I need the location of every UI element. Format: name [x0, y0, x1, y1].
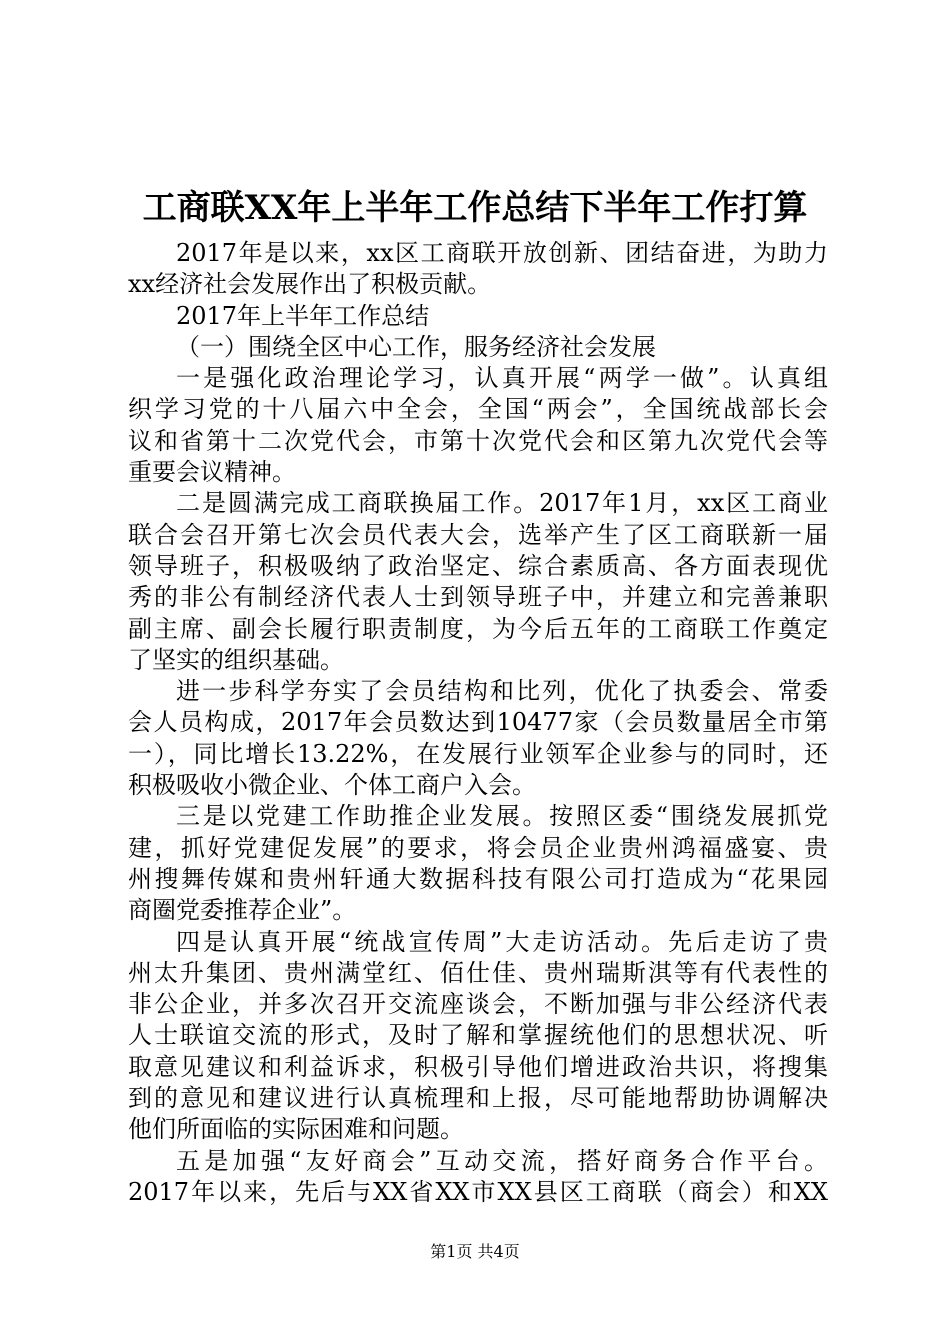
paragraph-line: 2017年上半年工作总结: [176, 301, 430, 330]
paragraph-line: （一）围绕全区中心工作，服务经济社会发展: [176, 332, 656, 361]
paragraph-line: 2017年是以来，xx区工商联开放创新、团结奋进，为助力: [176, 239, 828, 267]
paragraph-line: 了坚实的组织基础。: [128, 645, 344, 674]
paragraph-line: 四是认真开展“统战宣传周”大走访活动。先后走访了贵: [176, 927, 828, 956]
paragraph-line: 非公企业，并多次召开交流座谈会，不断加强与非公经济代表: [128, 990, 828, 1019]
paragraph-line: 州太升集团、贵州满堂红、佰仕佳、贵州瑞斯淇等有代表性的: [128, 958, 828, 987]
paragraph-line: 三是以党建工作助推企业发展。按照区委“围绕发展抓党: [176, 802, 828, 831]
paragraph-line: 会人员构成，2017年会员数达到10477家（会员数量居全市第: [128, 708, 828, 737]
paragraph-line: 秀的非公有制经济代表人士到领导班子中，并建立和完善兼职: [128, 583, 828, 612]
paragraph-line: 取意见建议和利益诉求，积极引导他们增进政治共识，将搜集: [128, 1052, 828, 1081]
paragraph-line: 副主席、副会长履行职责制度，为今后五年的工商联工作奠定: [128, 614, 828, 643]
page-number-footer: 第1页 共4页: [430, 1242, 520, 1261]
document-title: 工商联XX年上半年工作总结下半年工作打算: [142, 188, 808, 228]
document-body: [128, 238, 828, 1208]
paragraph-line: 织学习党的十八届六中全会，全国“两会”，全国统战部长会: [128, 395, 828, 424]
paragraph-line: 二是圆满完成工商联换届工作。2017年1月，xx区工商业: [176, 489, 828, 518]
paragraph-line: 进一步科学夯实了会员结构和比列，优化了执委会、常委: [176, 677, 828, 706]
paragraph-line: 五是加强“友好商会”互动交流，搭好商务合作平台。: [176, 1146, 828, 1175]
paragraph-line: 2017年以来，先后与XX省XX市XX县区工商联（商会）和XX: [128, 1177, 828, 1206]
paragraph-line: 联合会召开第七次会员代表大会，选举产生了区工商联新一届: [128, 520, 828, 549]
paragraph-line: 他们所面临的实际困难和问题。: [128, 1115, 464, 1144]
paragraph-line: 人士联谊交流的形式，及时了解和掌握统他们的思想状况、听: [128, 1021, 828, 1050]
paragraph-line: 重要会议精神。: [128, 458, 296, 487]
paragraph-line: 积极吸收小微企业、个体工商户入会。: [128, 771, 536, 800]
paragraph-line: 一是强化政治理论学习，认真开展“两学一做”。认真组: [176, 364, 828, 393]
paragraph-line: 领导班子，积极吸纳了政治坚定、综合素质高、各方面表现优: [128, 551, 828, 580]
paragraph-line: 建，抓好党建促发展”的要求，将会员企业贵州鸿福盛宴、贵: [128, 833, 828, 862]
paragraph-line: 到的意见和建议进行认真梳理和上报，尽可能地帮助协调解决: [128, 1084, 828, 1113]
paragraph-line: 议和省第十二次党代会，市第十次党代会和区第九次党代会等: [128, 426, 828, 455]
paragraph-line: xx经济社会发展作出了积极贡献。: [128, 270, 492, 299]
paragraph-line: 商圈党委推荐企业”。: [128, 896, 357, 925]
paragraph-line: 州搜舞传媒和贵州轩通大数据科技有限公司打造成为“花果园: [128, 864, 828, 893]
paragraph-line: 一），同比增长13.22%，在发展行业领军企业参与的同时，还: [128, 739, 828, 768]
